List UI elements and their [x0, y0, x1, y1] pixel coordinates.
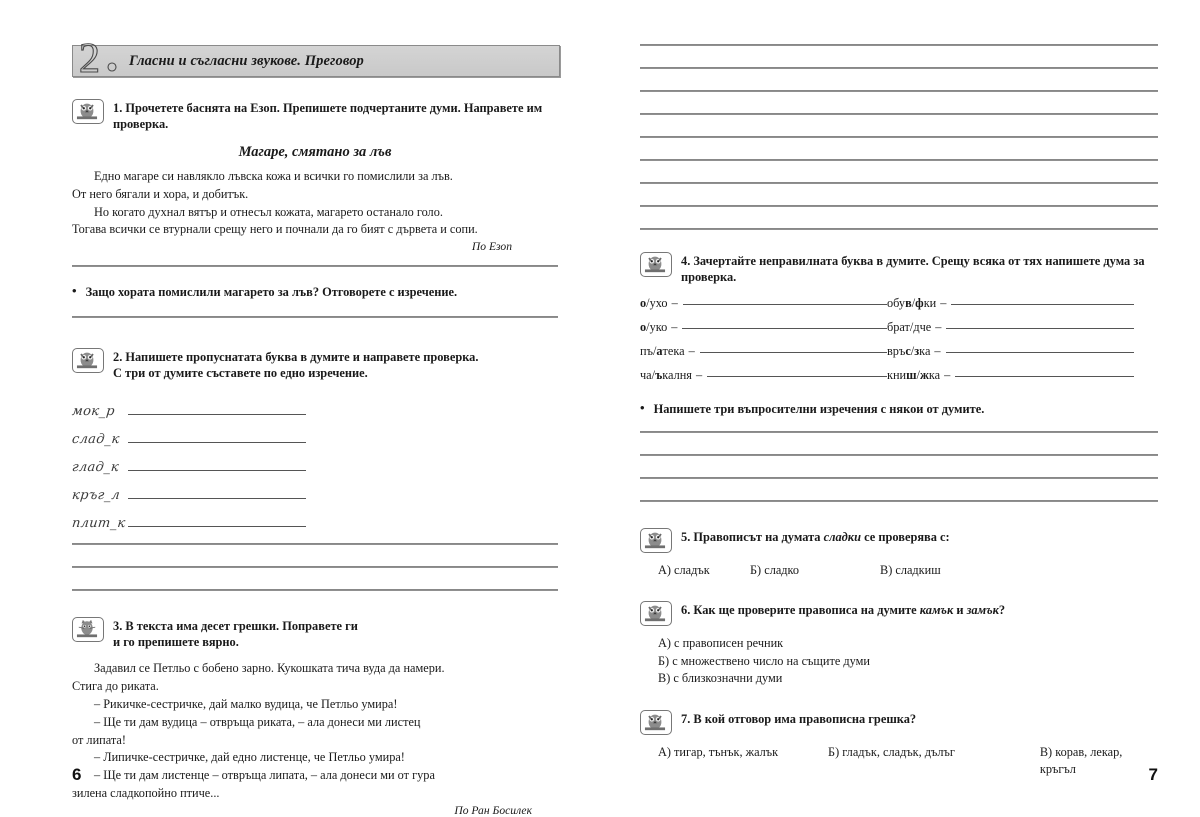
word-row: [72, 503, 558, 531]
fill-row: [640, 296, 1158, 311]
write-line[interactable]: [640, 477, 1158, 479]
task-2-text: [113, 348, 478, 381]
choice-option[interactable]: В) с близкозначни думи: [658, 671, 783, 686]
story-line: Задавил се Петльо с бобено зарно. Кукошката тича вуда да намери.: [94, 661, 445, 676]
task-5: [640, 528, 1158, 553]
write-line[interactable]: [946, 352, 1134, 353]
write-line[interactable]: [640, 205, 1158, 207]
chapter-number-glyph: 2: [79, 36, 100, 82]
fill-row: [640, 368, 1158, 383]
task-7: [640, 710, 1158, 735]
right-page: [600, 0, 1200, 807]
task-5-choices: [640, 562, 1158, 579]
task-1-story: [72, 168, 558, 239]
page-number-right: 7: [1148, 765, 1158, 784]
owl-badge-icon: [640, 252, 672, 277]
story-line: зилена сладкопойно птиче...: [72, 786, 220, 801]
chapter-number-circle: [108, 63, 116, 71]
story-line: – Ще ти дам вудица – отвръща риката, – ала донеси ми листец: [94, 714, 421, 729]
word-row: [72, 391, 558, 419]
cursive-word: мок_р: [71, 404, 116, 420]
chapter-title: Гласни и съгласни звукове. Преговор: [129, 52, 364, 69]
fill-word: о/уко: [640, 320, 668, 334]
story-title: Магаре, смятано за лъв: [238, 144, 392, 160]
write-line[interactable]: [707, 376, 887, 377]
fill-cell: [887, 296, 1134, 311]
fill-row: [640, 320, 1158, 335]
fill-cell: [640, 344, 887, 359]
choice-option[interactable]: В) сладкиш: [880, 563, 941, 577]
task-4: [640, 252, 1158, 285]
task-2-line-2: С три от думите съставете по едно изречение.: [113, 366, 368, 381]
task-1-text: 1. Прочетете баснята на Езоп. Препишете подчертаните думи. Направете им проверка.: [113, 101, 543, 131]
task-3-attribution: По Ран Босилек: [454, 803, 532, 817]
story-line: Стига до риката.: [72, 679, 159, 694]
write-line[interactable]: [72, 543, 558, 545]
owl-badge-icon: [640, 528, 672, 553]
write-line[interactable]: [128, 414, 306, 416]
task-7-choices: [640, 744, 1158, 779]
task-3-text: [113, 617, 358, 650]
word-row: [72, 475, 558, 503]
task-3-story: [72, 660, 558, 803]
task-4-fill-grid: [640, 296, 1158, 383]
fill-cell: [887, 344, 1134, 359]
task-3-line-2: и го препишете вярно.: [113, 635, 239, 650]
choice-option[interactable]: А) тигар, тънък, жалък: [658, 744, 779, 759]
fill-word: о/ухо: [640, 296, 668, 310]
fill-dash: –: [671, 320, 678, 334]
bullet-question-1: [72, 285, 558, 300]
write-line[interactable]: [128, 442, 306, 444]
write-line[interactable]: [640, 182, 1158, 184]
write-line[interactable]: [640, 431, 1158, 433]
choice-option[interactable]: Б) с множествено число на същите думи: [658, 653, 870, 668]
bullet-2-answer-rules[interactable]: [640, 431, 1158, 502]
write-line[interactable]: [683, 304, 887, 305]
owl-badge-icon: [640, 710, 672, 735]
owl-badge-icon: [72, 99, 104, 124]
story-line: – Липичке-сестричке, дай едно листенце, че Петльо умира!: [94, 750, 405, 765]
owl-badge-icon: [640, 601, 672, 626]
choice-option[interactable]: А) сладък: [658, 563, 710, 577]
write-line[interactable]: [640, 113, 1158, 115]
story-line: Но когато духнал вятър и отнесъл кожата, магарето останало голо.: [94, 204, 443, 219]
choice-option[interactable]: Б) гладък, сладък, дълъг: [828, 744, 955, 759]
task-6-suffix: ?: [998, 603, 1006, 618]
write-line[interactable]: [946, 328, 1134, 329]
fill-dash: –: [688, 344, 695, 358]
cat-badge-icon: [72, 617, 104, 642]
fill-word: брат/дче: [887, 320, 932, 334]
story-line: От него бягали и хора, и добитък.: [72, 186, 249, 201]
task-1: [72, 99, 558, 132]
story-line: Едно магаре си навлякло лъвска кожа и всички го помислили за лъв.: [94, 169, 453, 183]
cursive-word: глад_к: [71, 460, 120, 476]
task-6-keyword-2: замък: [966, 603, 999, 618]
task-7-text: 7. В кой отговор има правописна грешка?: [681, 711, 917, 726]
fill-word: пъ/атека: [640, 344, 685, 358]
fill-cell: [887, 320, 1134, 335]
top-write-rules[interactable]: [640, 44, 1158, 230]
task-6-conjunction: и: [953, 603, 967, 618]
write-line[interactable]: [955, 376, 1134, 377]
write-line[interactable]: [72, 566, 558, 568]
choice-option[interactable]: Б) сладко: [750, 563, 800, 577]
choice-option[interactable]: А) с правописен речник: [658, 636, 784, 651]
write-line[interactable]: [951, 304, 1134, 305]
task-5-suffix: се проверява с:: [860, 530, 950, 544]
write-line[interactable]: [682, 328, 887, 329]
fill-word: ча/ъкалня: [640, 368, 692, 382]
fill-cell: [640, 296, 887, 311]
task-6-prefix: 6. Как ще проверите правописа на думите: [681, 603, 920, 618]
task-2-answer-rules[interactable]: [72, 543, 558, 591]
fill-word: обув/фки: [887, 296, 937, 310]
choice-option[interactable]: В) корав, лекар, кръгъл: [1039, 744, 1123, 777]
bullet-question-2: [640, 402, 1158, 417]
task-6: [640, 601, 1158, 626]
word-row: [72, 447, 558, 475]
fill-cell: [640, 368, 887, 383]
cursive-word: слад_к: [71, 432, 121, 448]
write-line[interactable]: [640, 159, 1158, 161]
task-6-keyword-1: камък: [919, 603, 954, 618]
fill-cell: [887, 368, 1134, 383]
task-6-choices: [640, 635, 1158, 687]
task-5-text: [681, 528, 950, 545]
owl-badge-icon: [72, 348, 104, 373]
story-line: – Рикичке-сестричке, дай малко вудица, че Петльо умира!: [94, 696, 398, 711]
task-3-line-1: 3. В текста има десет грешки. Поправете ги: [113, 619, 358, 634]
fill-dash: –: [944, 368, 951, 382]
write-line[interactable]: [128, 498, 306, 500]
task-2-line-1: 2. Напишете пропуснатата буква в думите и направете проверка.: [113, 350, 479, 365]
task-2: [72, 348, 558, 381]
task-6-text: [681, 601, 1005, 618]
fill-cell: [640, 320, 887, 335]
fill-dash: –: [935, 320, 942, 334]
fill-word: книш/жка: [887, 368, 941, 382]
cursive-word: плит_к: [71, 516, 127, 532]
fill-word: връс/зка: [887, 344, 931, 358]
bullet-question-1-text: Защо хората помислили магарето за лъв? Отговорете с изречение.: [85, 285, 458, 300]
fill-dash: –: [934, 344, 941, 358]
write-line[interactable]: [640, 136, 1158, 138]
write-line[interactable]: [640, 67, 1158, 69]
task-5-prefix: 5. Правописът на думата: [681, 530, 824, 544]
write-line[interactable]: [128, 526, 306, 528]
task-2-word-list: [72, 391, 558, 531]
fill-row: [640, 344, 1158, 359]
page-number-left: 6: [72, 765, 82, 784]
write-line[interactable]: [640, 454, 1158, 456]
bullet-marker: •: [72, 283, 77, 299]
chapter-header-band: [72, 36, 560, 82]
fill-dash: –: [940, 296, 947, 310]
task-5-keyword: сладки: [823, 530, 861, 544]
bullet-marker: •: [640, 400, 645, 415]
story-attribution: По Езоп: [471, 240, 512, 254]
story-line: Тогава всички се втурнали срещу него и почнали да го бият с дървета и сопи.: [72, 222, 478, 237]
task-3: [72, 617, 558, 650]
write-line[interactable]: [128, 470, 306, 472]
chapter-number-icon: [79, 36, 123, 82]
word-row: [72, 419, 558, 447]
write-line[interactable]: [640, 90, 1158, 92]
write-line[interactable]: [640, 44, 1158, 46]
fill-dash: –: [671, 296, 678, 310]
story-line: от липата!: [72, 732, 126, 747]
bullet-question-2-text: Напишете три въпросителни изречения с някои от думите.: [653, 402, 985, 416]
write-line[interactable]: [700, 352, 887, 353]
fill-dash: –: [695, 368, 703, 382]
task-4-text: 4. Зачертайте неправилната буква в думите. Срещу всяка от тях напишете дума за проверка.: [681, 254, 1145, 284]
cursive-word: кръг_л: [71, 488, 121, 504]
story-line: – Ще ти дам листенце – отвръща липата, – ала донеси ми от гура: [94, 768, 435, 783]
